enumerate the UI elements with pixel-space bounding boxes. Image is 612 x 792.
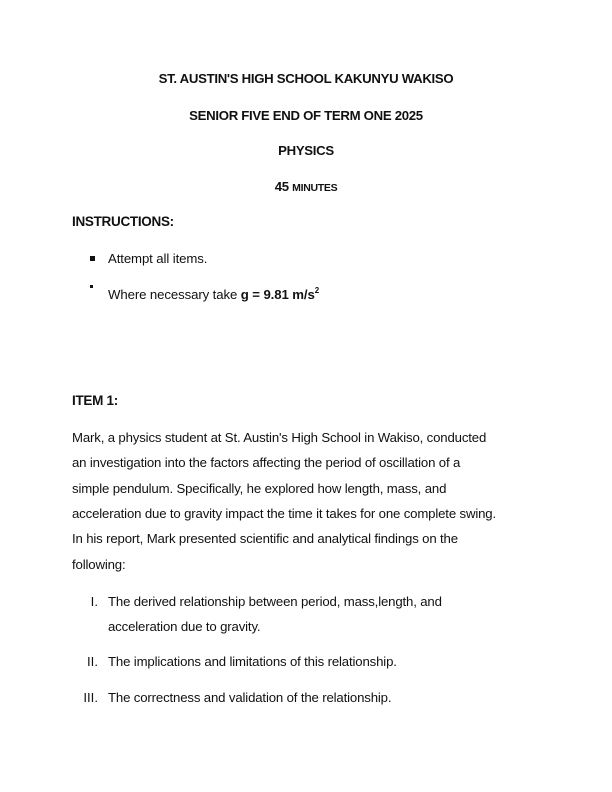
paragraph-line: acceleration due to gravity impact the time it takes for one complete swing. [72,506,497,521]
paragraph-line: an investigation into the factors affecting the period of oscillation of a [72,455,461,470]
paragraph-line: simple pendulum. Specifically, he explored how length, mass, and [72,481,447,496]
item-heading: ITEM 1: [72,393,118,408]
duration-number: 45 [274,179,289,194]
paragraph-line: following: [72,557,126,572]
instruction-item: Attempt all items. [108,251,208,266]
subject-title: PHYSICS [278,143,334,158]
instruction-item [108,286,319,302]
duration [0,179,612,194]
gravity-value: g = 9.81 m/s [240,287,315,302]
paragraph-line: Mark, a physics student at St. Austin's High School in Wakiso, conducted [72,430,487,445]
list-numeral: II. [87,654,98,669]
paragraph-line: In his report, Mark presented scientific and analytical findings on the [72,531,458,546]
duration-unit: MINUTES [292,182,338,194]
list-item-line: The implications and limitations of this relationship. [108,654,397,669]
list-numeral: I. [90,594,98,609]
list-item-line: The correctness and validation of the relationship. [108,690,392,705]
gravity-exponent: 2 [314,286,320,295]
exam-title: SENIOR FIVE END OF TERM ONE 2025 [189,108,423,123]
list-item-line: The derived relationship between period, mass,length, and [108,594,442,609]
school-name: ST. AUSTIN'S HIGH SCHOOL KAKUNYU WAKISO [158,71,454,86]
instruction-prefix: Where necessary take [108,287,241,302]
dot-bullet-icon [90,284,93,299]
instructions-heading: INSTRUCTIONS: [72,214,174,229]
square-bullet-icon [90,251,95,266]
list-numeral: III. [83,690,98,705]
list-item-line: acceleration due to gravity. [108,619,261,634]
